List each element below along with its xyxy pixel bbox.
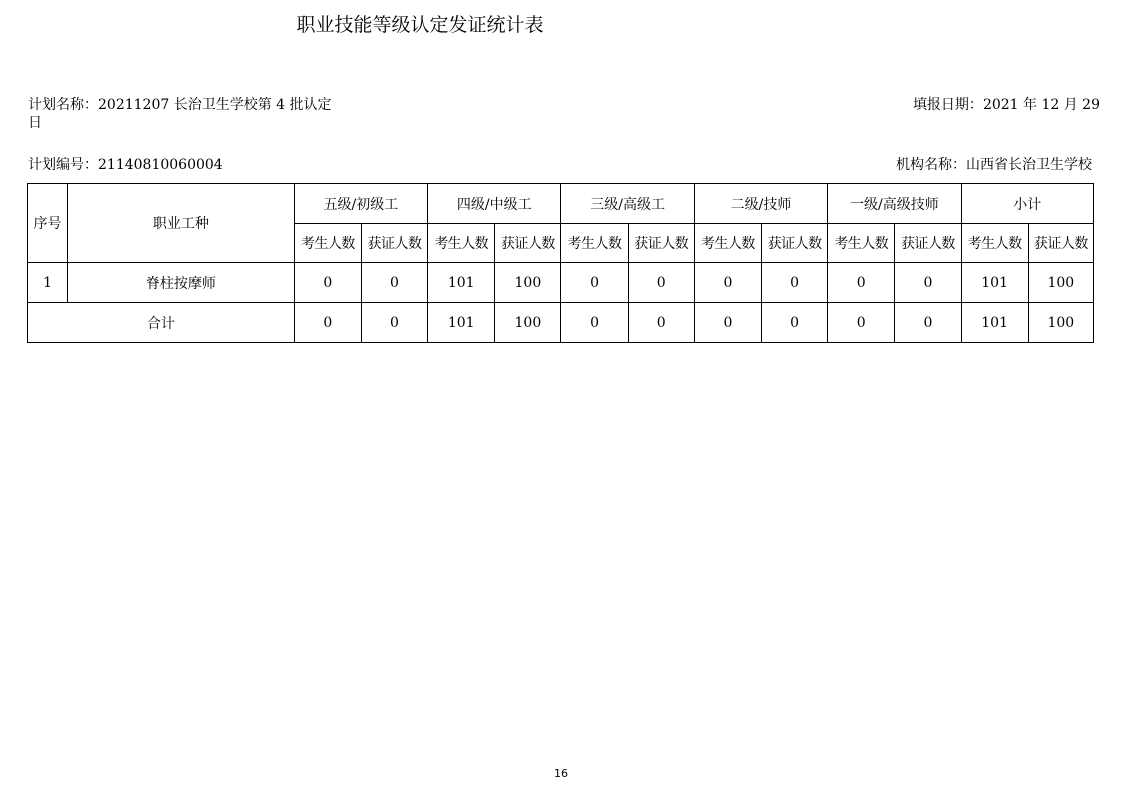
- header-certified: 获证人数: [361, 224, 427, 263]
- cell-value: 100: [495, 263, 561, 303]
- total-value: 100: [1028, 303, 1093, 343]
- cell-value: 101: [428, 263, 495, 303]
- row-occupation: 脊柱按摩师: [68, 263, 295, 303]
- cell-value: 0: [294, 263, 361, 303]
- total-value: 0: [628, 303, 694, 343]
- fill-date-label: 填报日期：: [912, 97, 983, 113]
- total-value: 101: [428, 303, 495, 343]
- cell-value: 0: [628, 263, 694, 303]
- plan-name-label: 计划名称：: [28, 97, 98, 113]
- total-value: 0: [561, 303, 628, 343]
- total-value: 0: [762, 303, 828, 343]
- header-examinees: 考生人数: [961, 224, 1028, 263]
- cell-value: 101: [961, 263, 1028, 303]
- header-subtotal: 小计: [961, 184, 1093, 224]
- total-row: [28, 303, 1094, 343]
- cell-value: 0: [561, 263, 628, 303]
- header-examinees: 考生人数: [694, 224, 761, 263]
- cell-value: 0: [694, 263, 761, 303]
- header-certified: 获证人数: [1028, 224, 1093, 263]
- organization-label: 机构名称：: [896, 157, 966, 173]
- stats-table: [27, 183, 1094, 343]
- header-certified: 获证人数: [495, 224, 561, 263]
- plan-name-value: 20211207 长治卫生学校第 4 批认定: [98, 97, 332, 113]
- cell-value: 0: [762, 263, 828, 303]
- header-level-5: 五级/初级工: [294, 184, 427, 224]
- total-value: 0: [828, 303, 895, 343]
- fill-date: [913, 96, 1100, 114]
- header-certified: 获证人数: [762, 224, 828, 263]
- header-certified: 获证人数: [895, 224, 961, 263]
- plan-name: [28, 96, 358, 132]
- total-value: 0: [895, 303, 961, 343]
- plan-number-label: 计划编号：: [28, 157, 98, 173]
- cell-value: 0: [895, 263, 961, 303]
- plan-number: [28, 156, 223, 174]
- plan-number-value: 21140810060004: [98, 157, 223, 173]
- table-row: [28, 263, 1094, 303]
- cell-value: 0: [828, 263, 895, 303]
- page-title: 职业技能等级认定发证统计表: [296, 14, 544, 36]
- cell-value: 0: [361, 263, 427, 303]
- header-examinees: 考生人数: [428, 224, 495, 263]
- cell-value: 100: [1028, 263, 1093, 303]
- header-examinees: 考生人数: [828, 224, 895, 263]
- date-suffix: 日: [28, 115, 42, 131]
- total-label: 合计: [28, 303, 295, 343]
- organization-value: 山西省长治卫生学校: [966, 157, 1092, 173]
- total-value: 100: [495, 303, 561, 343]
- total-value: 0: [694, 303, 761, 343]
- header-occupation: 职业工种: [68, 184, 295, 263]
- header-certified: 获证人数: [628, 224, 694, 263]
- header-level-3: 三级/高级工: [561, 184, 694, 224]
- header-level-1: 一级/高级技师: [828, 184, 961, 224]
- organization: [896, 156, 1092, 174]
- total-value: 0: [294, 303, 361, 343]
- header-examinees: 考生人数: [294, 224, 361, 263]
- header-seq: 序号: [28, 184, 68, 263]
- header-row-levels: [28, 184, 1094, 224]
- total-value: 101: [961, 303, 1028, 343]
- header-level-4: 四级/中级工: [428, 184, 561, 224]
- total-value: 0: [361, 303, 427, 343]
- header-level-2: 二级/技师: [694, 184, 827, 224]
- row-seq: 1: [28, 263, 68, 303]
- fill-date-value: 2021 年 12 月 29: [982, 97, 1100, 113]
- header-examinees: 考生人数: [561, 224, 628, 263]
- page-number: 16: [554, 767, 568, 780]
